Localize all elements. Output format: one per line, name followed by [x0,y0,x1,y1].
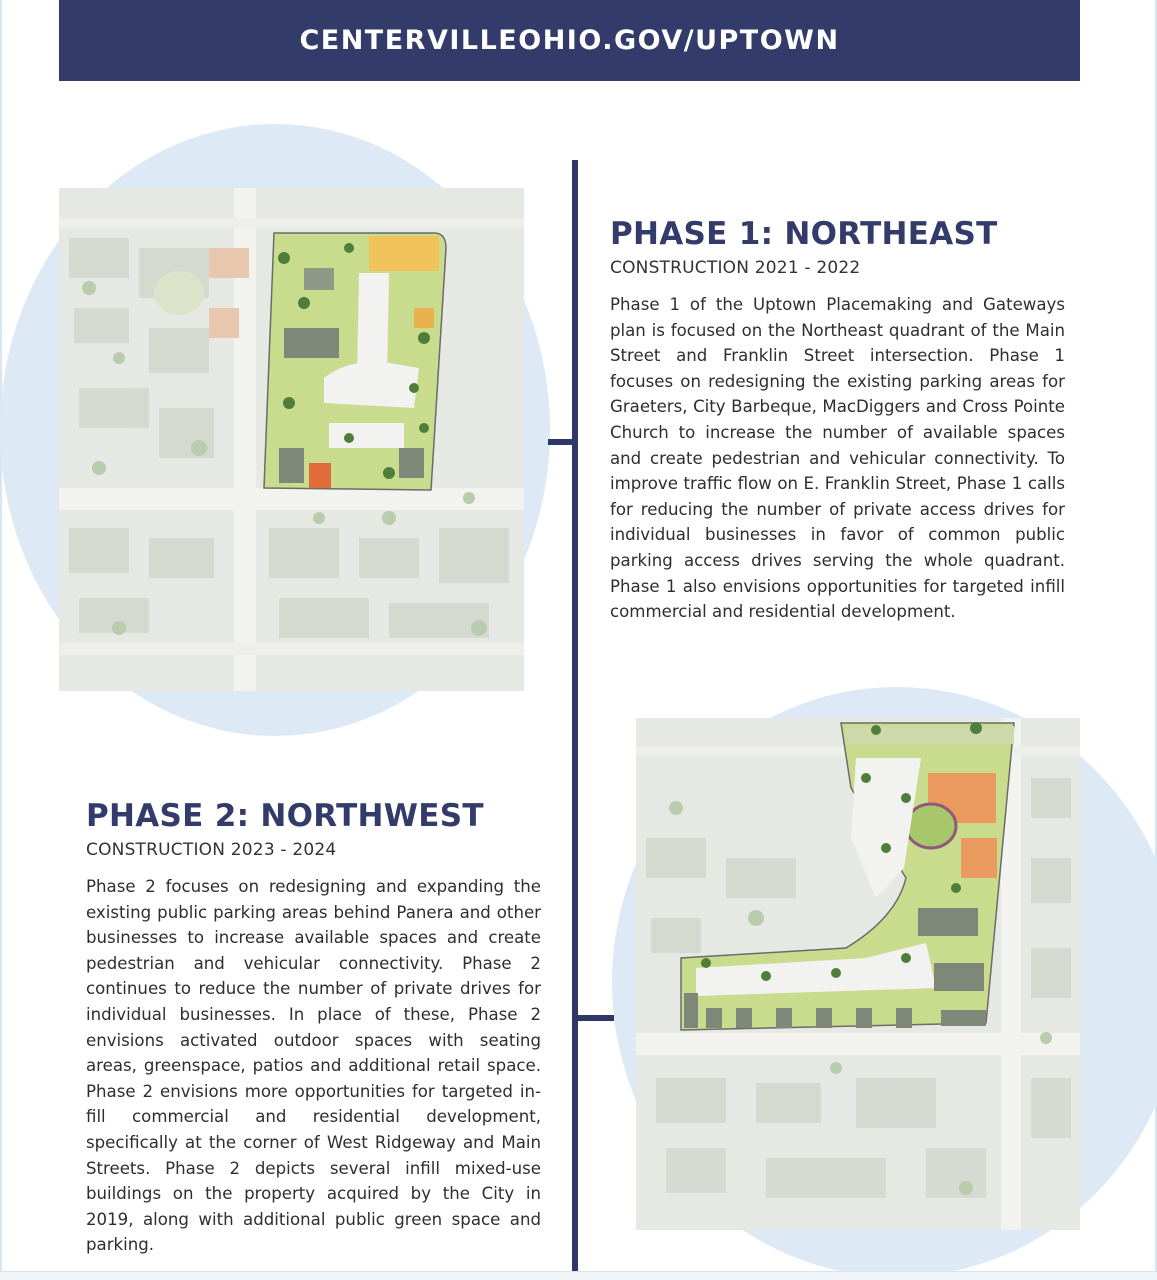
phase2-description: Phase 2 focuses on redesigning and expanding the existing public parking areas behind Panera and other businesses to increase available spaces and create pedestrian and vehicular connectivity. Phase 2 continues to reduce the number of private drives for individual businesses. In place of these, Phase 2 envisions activated outdoor spaces with seating areas, greenspace, patios and additional retail space. Phase 2 envisions more opportunities for targeted in-fill commercial and residential development, specifically at the corner of West Ridgeway and Main Streets. Phase 2 depicts several infill mixed-use buildings on the property acquired by the City in 2019, along with additional public green space and parking. [86,877,541,1255]
page-frame-left [0,0,2,1280]
phase1-section [610,214,1065,625]
phase2-title: PHASE 2: NORTHWEST [86,798,484,834]
phase2-site-plan-map [636,718,1080,1230]
phase2-construction-dates: CONSTRUCTION 2023 - 2024 [86,840,337,860]
phase1-title: PHASE 1: NORTHEAST [610,216,998,252]
timeline-tick-phase1 [548,439,575,445]
timeline-divider [572,160,578,1275]
phase1-construction-dates: CONSTRUCTION 2021 - 2022 [610,258,861,278]
phase1-site-plan-map [59,188,524,691]
timeline-tick-phase2 [578,1015,614,1021]
phase2-section [86,796,541,1258]
phase1-description: Phase 1 of the Uptown Placemaking and Gateways plan is focused on the Northeast quadrant of the Main Street and Franklin Street intersection. Phase 1 focuses on redesigning the existing parking areas for Graeters, City Barbeque, MacDiggers and Cross Pointe Church to increase the number of available spaces and create pedestrian and vehicular connectivity. To improve traffic flow on E. Franklin Street, Phase 1 calls for reducing the number of private access drives for individual businesses in favor of common public parking access drives serving the whole quadrant. Phase 1 also envisions opportunities for targeted infill commercial and residential development. [610,295,1065,622]
banner-url-text: CENTERVILLEOHIO.GOV/UPTOWN [299,25,840,56]
url-banner [59,0,1080,81]
page-frame-bottom [0,1271,1157,1280]
